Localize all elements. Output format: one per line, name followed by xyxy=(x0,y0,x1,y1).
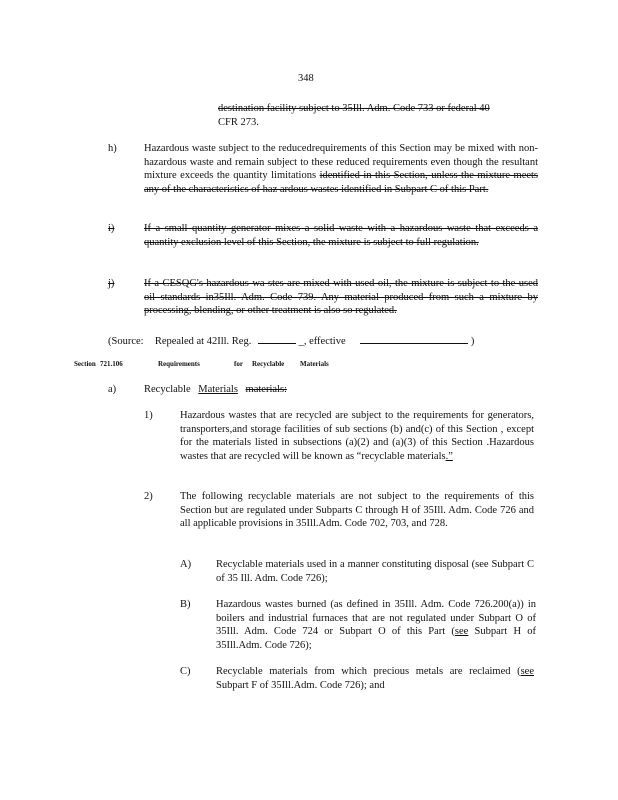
item-h-plain: Hazardous waste subject to the reducedrequirements of this Section may be mixed with non-hazardous waste and remain subject to these reduced requirements even though the resultant mixture exceeds the quantity limitations xyxy=(144,143,538,181)
source-effective: _, effective xyxy=(298,336,346,347)
item-a-label: a) xyxy=(108,384,117,395)
item-B-tail: Subpart H of 35Ill.Adm. Code 726); xyxy=(216,626,536,651)
item-B-main: Hazardous wastes burned (as defined in 35Ill. Adm. Code 726.200(a)) in boilers and industrial furnaces that are not regulated under Subpart O of 35Ill. Adm. Code 724 or Subpart O of this Part ( xyxy=(216,599,536,637)
item-a-plain: Recyclable xyxy=(144,384,191,395)
item-h-struck: identified in this Section, unless the mixture meets any of the characteristics of haz ardous wastes identified in Subpart C of this Part. xyxy=(144,170,539,195)
item-i-text: If a small quantity generator mixes a solid waste with a hazardous waste that exceeds a quantity exclusion level of this Section, the mixture is subject to full regulation. xyxy=(144,223,538,248)
section-word: Section xyxy=(74,360,96,368)
item-C-see: see xyxy=(520,666,534,677)
section-title-3: Recyclable xyxy=(252,360,285,368)
item-a1-text xyxy=(180,409,534,463)
item-C-text xyxy=(216,665,534,692)
item-h-text xyxy=(144,142,538,196)
effective-date-blank xyxy=(360,333,468,344)
reg-page-blank xyxy=(258,333,296,344)
item-a1-label: 1) xyxy=(144,410,153,421)
section-title-2: for xyxy=(234,360,243,368)
item-i-label: i) xyxy=(108,223,115,234)
section-number: 721.106 xyxy=(100,360,123,368)
continued-text-line-2: CFR 273. xyxy=(218,117,259,128)
item-C-tail: Subpart F of 35Ill.Adm. Code 726); and xyxy=(216,679,385,691)
item-a-text xyxy=(144,383,287,397)
page-number: 348 xyxy=(298,73,314,84)
item-a1-tail: .” xyxy=(445,450,453,462)
source-note xyxy=(108,333,474,349)
item-A-label: A) xyxy=(180,559,192,570)
section-title-1: Requirements xyxy=(158,360,200,368)
item-j-text: If a CESQG's hazardous wa stes are mixed with used oil, the mixture is subject to the used oil standards in35Ill. Adm. Code 739. Any material produced from such a mixture by processing, blending, or other treatment is also so regulated. xyxy=(144,278,538,316)
item-B-see: see xyxy=(454,626,469,637)
section-title-4: Materials xyxy=(300,360,329,368)
item-C-main: Recyclable materials from which precious metals are reclaimed ( xyxy=(216,666,521,677)
item-j-label: j) xyxy=(108,278,115,289)
item-a2-label: 2) xyxy=(144,491,153,502)
source-repealed: Repealed at 42Ill. Reg. xyxy=(154,336,252,347)
item-h-label: h) xyxy=(108,143,117,154)
item-C-label: C) xyxy=(180,666,191,677)
source-prefix: (Source: xyxy=(108,336,144,347)
item-A-text: Recyclable materials used in a manner constituting disposal (see Subpart C of 35 Ill. Adm. Code 726); xyxy=(216,559,534,584)
item-a-underlined: Materials xyxy=(198,384,238,395)
item-a1-main: Hazardous wastes that are recycled are subject to the requirements for generators, transporters,and storage facilities of sub sections (b) and(c) of this Section , except for the materials listed in subsections (a)(2) and (a)(3) of this Section .Hazardous wastes that are recycled will be known as “recyclable materials xyxy=(180,410,534,462)
item-a-struck: materials: xyxy=(245,384,287,395)
continued-text-line-1: destination facility subject to 35Ill. Adm. Code 733 or federal 40 xyxy=(218,103,490,114)
source-close: ) xyxy=(470,336,475,347)
item-a2-text: The following recyclable materials are not subject to the requirements of this Section but are regulated under Subparts C through H of 35Ill. Adm. Code 726 and all applicable provisions in 35Ill.Adm. Code 702, 703, and 728. xyxy=(180,491,534,529)
item-B-text xyxy=(216,598,536,652)
item-B-label: B) xyxy=(180,599,191,610)
